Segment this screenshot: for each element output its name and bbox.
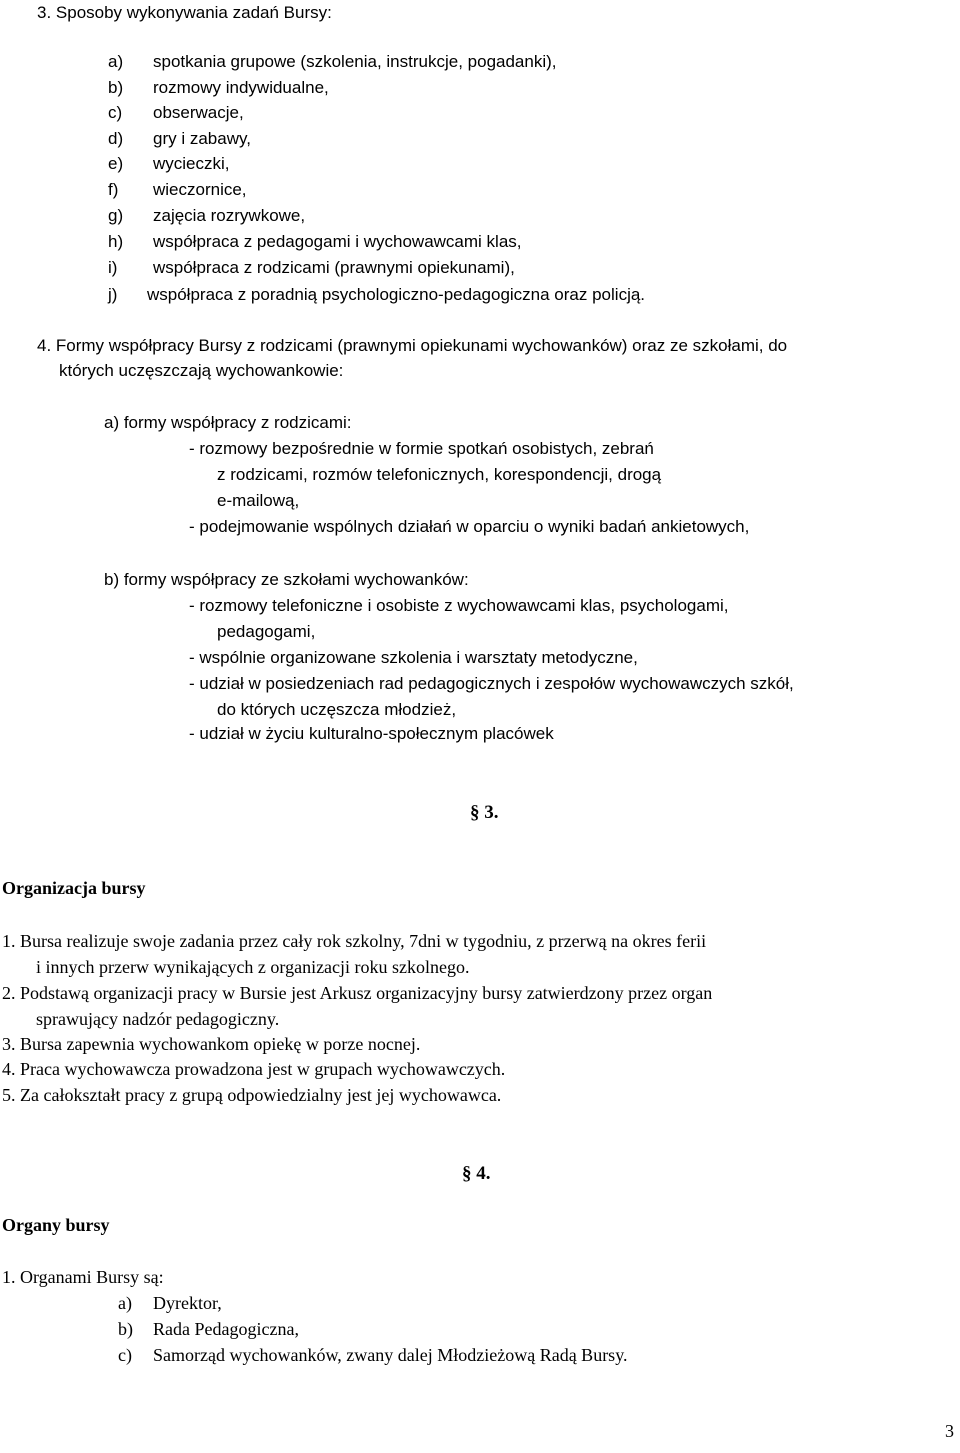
list-item-text: obserwacje, <box>153 103 244 122</box>
list-item-label: e) <box>108 154 124 173</box>
bullet-line-cont: z rodzicami, rozmów telefonicznych, korespondencji, drogą <box>217 465 662 484</box>
numbered-line-cont: i innych przerw wynikających z organizacji roku szkolnego. <box>36 957 470 977</box>
bullet-line: - udział w posiedzeniach rad pedagogicznych i zespołów wychowawczych szkół, <box>189 674 794 693</box>
list-item-text: spotkania grupowe (szkolenia, instrukcje, pogadanki), <box>153 52 557 71</box>
bullet-line: - rozmowy bezpośrednie w formie spotkań osobistych, zebrań <box>189 439 654 458</box>
bullet-line-cont: pedagogami, <box>217 622 316 641</box>
section-3-heading: 3. Sposoby wykonywania zadań Bursy: <box>37 3 332 22</box>
bullet-line: - podejmowanie wspólnych działań w oparciu o wyniki badań ankietowych, <box>189 517 750 536</box>
bullet-line: - udział w życiu kulturalno-społecznym placówek <box>189 724 554 743</box>
list-item-label: c) <box>118 1345 132 1365</box>
list-item-text: gry i zabawy, <box>153 129 251 148</box>
numbered-line: 1. Organami Bursy są: <box>2 1267 164 1287</box>
list-item-label: g) <box>108 206 124 225</box>
numbered-line: 4. Praca wychowawcza prowadzona jest w grupach wychowawczych. <box>2 1059 506 1079</box>
list-item-label: d) <box>108 129 124 148</box>
list-item-text: zajęcia rozrywkowe, <box>153 206 306 225</box>
paragraph-mark: § 3. <box>470 802 499 823</box>
numbered-line: 5. Za całokształt pracy z grupą odpowiedzialny jest jej wychowawca. <box>2 1085 502 1105</box>
list-item-text: wycieczki, <box>153 154 230 173</box>
list-item-text: współpraca z pedagogami i wychowawcami klas, <box>153 232 522 251</box>
bullet-line-cont: do których uczęszcza młodzież, <box>217 700 457 719</box>
paragraph-mark: § 4. <box>462 1163 491 1184</box>
list-item-label: a) <box>108 52 124 71</box>
list-item-label: b) <box>118 1319 133 1339</box>
list-item-text: Dyrektor, <box>153 1293 222 1313</box>
paragraph-title: Organy bursy <box>2 1215 110 1235</box>
list-item-text: współpraca z poradnią psychologiczno-pedagogiczna oraz policją. <box>147 285 646 304</box>
bullet-line: - rozmowy telefoniczne i osobiste z wychowawcami klas, psychologami, <box>189 596 729 615</box>
numbered-line: 2. Podstawą organizacji pracy w Bursie jest Arkusz organizacyjny bursy zatwierdzony przez organ <box>2 983 713 1003</box>
numbered-line: 1. Bursa realizuje swoje zadania przez cały rok szkolny, 7dni w tygodniu, z przerwą na okres ferii <box>2 931 707 951</box>
bullet-line-cont: e-mailową, <box>217 491 300 510</box>
section-4-heading-cont: których uczęszczają wychowankowie: <box>59 361 344 380</box>
list-item-text: Rada Pedagogiczna, <box>153 1319 299 1339</box>
subsection-b-heading: b) formy współpracy ze szkołami wychowanków: <box>104 570 469 589</box>
list-item-text: rozmowy indywidualne, <box>153 78 329 97</box>
numbered-line-cont: sprawujący nadzór pedagogiczny. <box>36 1009 280 1029</box>
list-item-label: b) <box>108 78 124 97</box>
list-item-label: i) <box>108 258 118 277</box>
list-item-label: a) <box>118 1293 132 1313</box>
numbered-line: 3. Bursa zapewnia wychowankom opiekę w porze nocnej. <box>2 1034 421 1054</box>
list-item-text: wieczornice, <box>153 180 247 199</box>
list-item-label: h) <box>108 232 124 251</box>
list-item-label: f) <box>108 180 119 199</box>
list-item-text: współpraca z rodzicami (prawnymi opiekunami), <box>153 258 515 277</box>
page-number: 3 <box>945 1421 954 1441</box>
paragraph-title: Organizacja bursy <box>2 878 146 898</box>
list-item-label: j) <box>108 285 118 304</box>
list-item-text: Samorząd wychowanków, zwany dalej Młodzieżową Radą Bursy. <box>153 1345 628 1365</box>
bullet-line: - wspólnie organizowane szkolenia i warsztaty metodyczne, <box>189 648 638 667</box>
list-item-label: c) <box>108 103 123 122</box>
section-4-heading: 4. Formy współpracy Bursy z rodzicami (prawnymi opiekunami wychowanków) oraz ze szkołami, do <box>37 336 788 355</box>
subsection-a-heading: a) formy współpracy z rodzicami: <box>104 413 352 432</box>
